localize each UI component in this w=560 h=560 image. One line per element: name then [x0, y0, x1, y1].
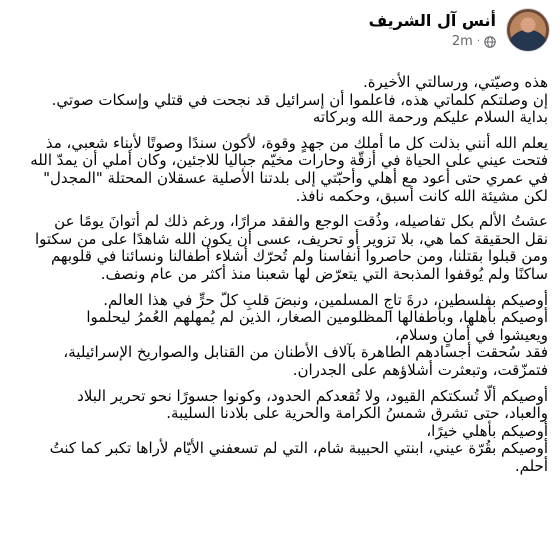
text-line: إن وصلتكم كلماتي هذه، فاعلموا أن إسرائيل قد نجحت في قتلي وإسكات صوتي.	[51, 90, 548, 109]
text-line: أوصيكم بأهلي خيرًا،	[426, 421, 548, 440]
avatar[interactable]	[506, 8, 550, 52]
post-paragraph	[10, 135, 548, 205]
post-paragraph	[10, 388, 548, 476]
text-line: فقد سُحقت أجسادهم الطاهرة بآلاف الأطنان من القنابل والصواريخ الإسرائيلية،	[63, 343, 548, 362]
text-line: هذه وصيّتي، ورسالتي الأخيرة.	[363, 73, 548, 91]
text-line: في عمري حتى أعود مع أهلي وأحبّتي إلى بلدتنا الأصلية عسقلان المحتلة "المجدل"	[43, 168, 548, 187]
text-line: يعلم الله أنني بذلت كل ما أملك من جهدٍ وقوة، لأكون سندًا وصوتًا لأبناء شعبي، مذ	[45, 133, 548, 152]
author-name[interactable]: أنس آل الشريف	[368, 11, 496, 30]
text-line: والعباد، حتى تشرق شمسُ الكرامة والحرية على بلادنا السليبة.	[166, 404, 548, 423]
text-line: أوصيكم بأهلها، وبأطفالها المظلومين الصغار، الذين لم يُمهلهم العُمرُ ليحلموا	[86, 308, 548, 327]
post-paragraph	[10, 292, 548, 380]
text-line: ومن قبلوا بقتلنا، ومن حاصروا أنفاسنا ولم تُحرّك أشلاء أطفالنا ونسائنا في قلوبهم	[50, 247, 548, 266]
globe-icon[interactable]	[484, 36, 496, 48]
text-line: نقل الحقيقة كما هي، بلا تزوير أو تحريف، عسى أن يكون الله شاهدًا على من سكتوا	[34, 229, 548, 248]
text-line: أوصيكم ألّا تُسكتكم القيود، ولا تُقعدكم الحدود، وكونوا جسورًا نحو تحرير البلاد	[77, 386, 548, 405]
post-paragraph	[10, 213, 548, 283]
post-header	[0, 0, 560, 70]
text-line: ويعيشوا في أمانٍ وسلام،	[394, 325, 548, 344]
text-line: أوصيكم بفلسطين، درةَ تاجِ المسلمين، ونبضَ قلبِ كلّ حرٍّ في هذا العالم.	[103, 290, 548, 309]
text-line: فتحت عيني على الحياة في أزقّة وحارات مخيّم جباليا للاجئين، وكان أملي أن يمدّ الله	[30, 151, 548, 170]
post-body	[10, 74, 548, 483]
post-paragraph	[10, 74, 548, 127]
text-line: لكن مشيئة الله كانت أسبق، وحكمه نافذ.	[295, 186, 548, 205]
post-time[interactable]: 2m	[451, 34, 473, 49]
text-line: أوصيكم بقُرّة عيني، ابنتي الحبيبة شام، التي لم تسعفني الأيّام لأراها تكبر كما كنتُ	[49, 439, 548, 458]
text-line: بداية السلام عليكم ورحمة الله وبركاته	[312, 108, 548, 127]
meta-separator: ·	[476, 36, 480, 47]
text-line: عشتُ الألم بكل تفاصيله، وذُقت الوجع والفقد مرارًا، ورغم ذلك لم أتوانَ يومًا عن	[54, 212, 548, 231]
text-line: أحلم.	[514, 456, 548, 475]
text-line: فتمزّقت، وتبعثرت أشلاؤهم على الجدران.	[292, 360, 548, 379]
text-line: ساكنًا ولم يُوقفوا المذبحة التي يتعرّض لها شعبنا منذ أكثر من عام ونصف.	[100, 264, 548, 283]
post-meta	[452, 34, 496, 49]
